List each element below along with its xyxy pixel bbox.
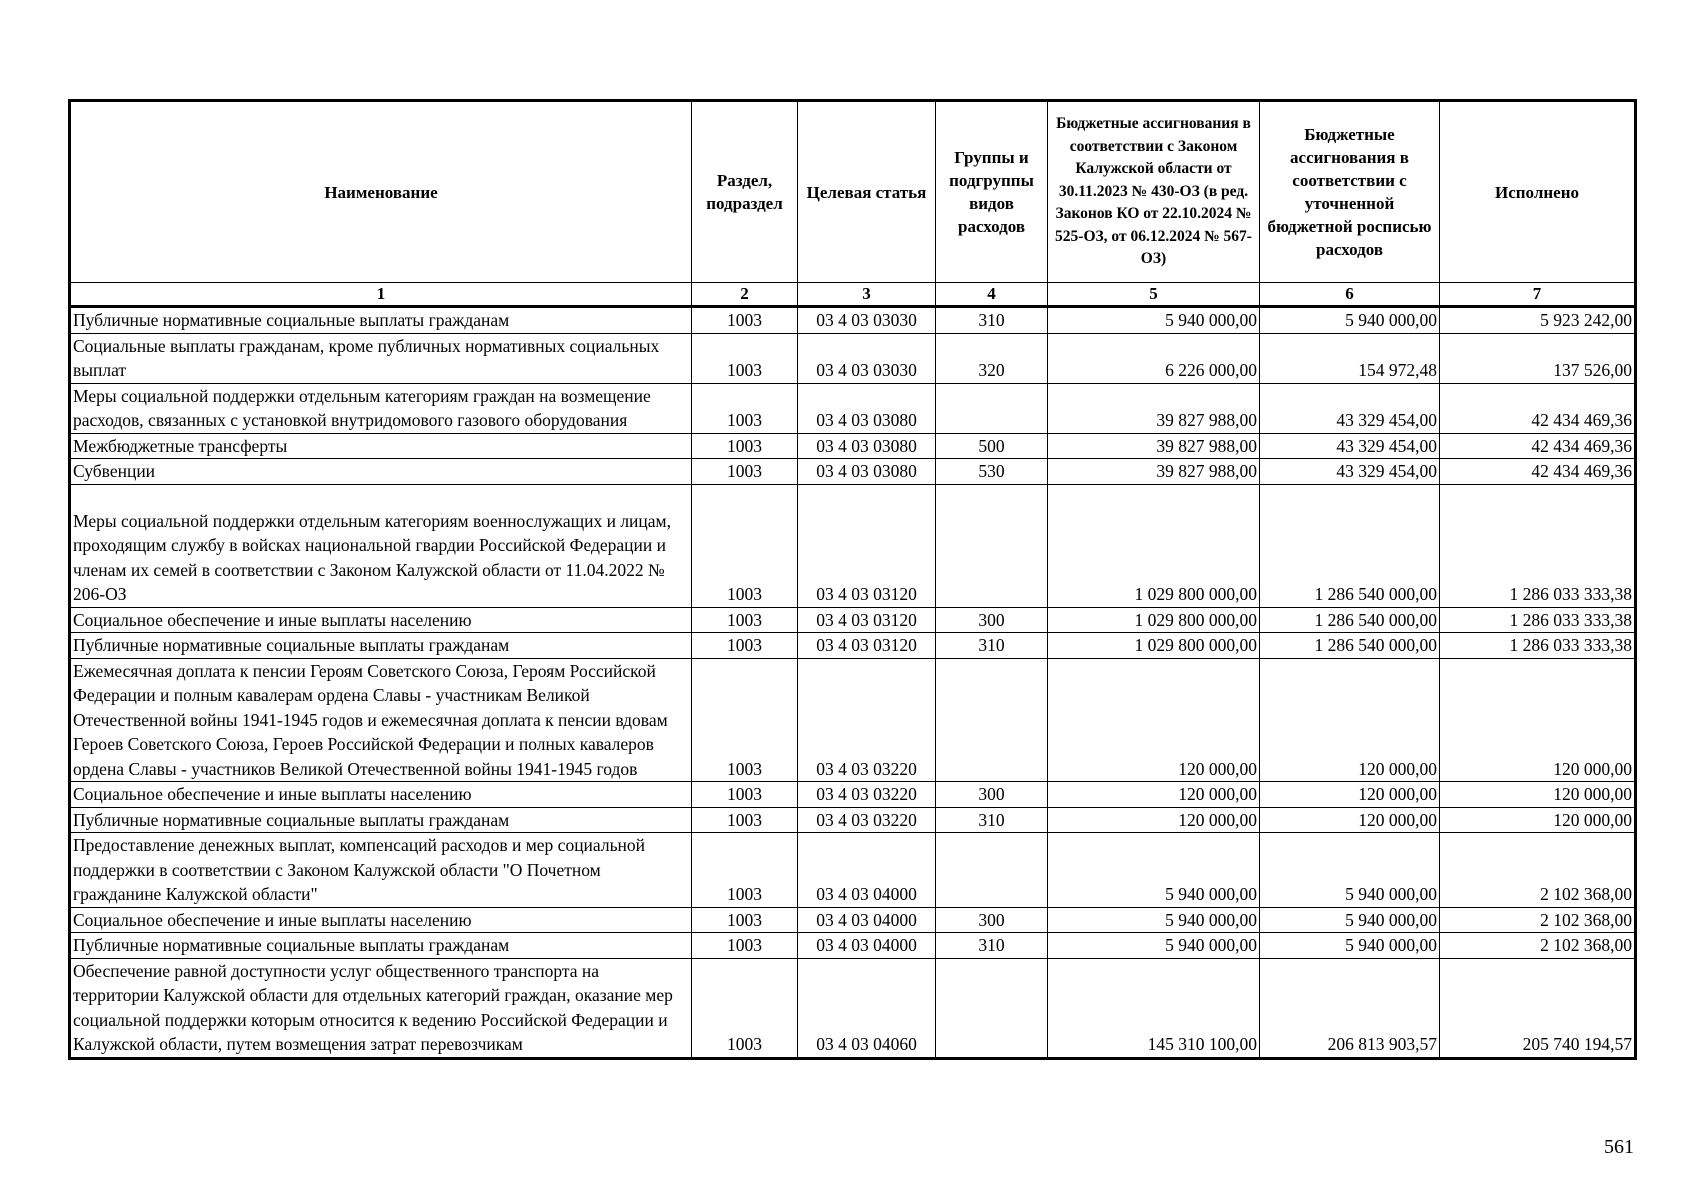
row-article: 03 4 03 04000 — [798, 933, 936, 959]
row-executed-amount: 42 434 469,36 — [1440, 433, 1636, 459]
row-name: Социальное обеспечение и иные выплаты населению — [70, 782, 692, 808]
row-executed-amount: 1 286 033 333,38 — [1440, 607, 1636, 633]
row-article: 03 4 03 03030 — [798, 307, 936, 334]
row-name: Предоставление денежных выплат, компенсаций расходов и мер социальной поддержки в соответствии с Законом Калужской области "О Почетном гражданине Калужской области" — [70, 833, 692, 908]
row-group: 310 — [936, 307, 1048, 334]
row-refined-amount: 154 972,48 — [1260, 333, 1440, 383]
row-executed-amount: 205 740 194,57 — [1440, 958, 1636, 1058]
row-refined-amount: 5 940 000,00 — [1260, 933, 1440, 959]
row-law-amount: 5 940 000,00 — [1048, 907, 1260, 933]
row-name: Субвенции — [70, 459, 692, 485]
column-number: 5 — [1048, 283, 1260, 307]
header-executed: Исполнено — [1440, 101, 1636, 283]
row-refined-amount: 206 813 903,57 — [1260, 958, 1440, 1058]
row-group: 310 — [936, 933, 1048, 959]
row-group: 310 — [936, 633, 1048, 659]
row-law-amount: 1 029 800 000,00 — [1048, 633, 1260, 659]
column-numbers-row — [70, 283, 1636, 307]
header-section: Раздел, подраздел — [692, 101, 798, 283]
row-article: 03 4 03 03030 — [798, 333, 936, 383]
row-refined-amount: 5 940 000,00 — [1260, 907, 1440, 933]
row-executed-amount: 42 434 469,36 — [1440, 383, 1636, 433]
row-group: 300 — [936, 907, 1048, 933]
row-refined-amount: 120 000,00 — [1260, 807, 1440, 833]
table-row — [70, 807, 1636, 833]
page-number: 561 — [1604, 1136, 1634, 1158]
column-number: 3 — [798, 283, 936, 307]
row-article: 03 4 03 03080 — [798, 383, 936, 433]
column-number: 6 — [1260, 283, 1440, 307]
row-executed-amount: 42 434 469,36 — [1440, 459, 1636, 485]
table-row — [70, 782, 1636, 808]
row-section: 1003 — [692, 833, 798, 908]
row-name: Публичные нормативные социальные выплаты гражданам — [70, 807, 692, 833]
row-group — [936, 658, 1048, 782]
column-number: 2 — [692, 283, 798, 307]
row-executed-amount: 2 102 368,00 — [1440, 833, 1636, 908]
row-section: 1003 — [692, 484, 798, 607]
row-group: 310 — [936, 807, 1048, 833]
row-name: Публичные нормативные социальные выплаты гражданам — [70, 307, 692, 334]
row-refined-amount: 120 000,00 — [1260, 782, 1440, 808]
row-article: 03 4 03 03220 — [798, 782, 936, 808]
row-name: Социальное обеспечение и иные выплаты населению — [70, 907, 692, 933]
table-row — [70, 383, 1636, 433]
row-article: 03 4 03 03120 — [798, 484, 936, 607]
table-header-row — [70, 101, 1636, 283]
row-section: 1003 — [692, 907, 798, 933]
row-group — [936, 383, 1048, 433]
row-refined-amount: 43 329 454,00 — [1260, 433, 1440, 459]
row-executed-amount: 1 286 033 333,38 — [1440, 484, 1636, 607]
row-law-amount: 120 000,00 — [1048, 807, 1260, 833]
table-row — [70, 658, 1636, 782]
table-row — [70, 933, 1636, 959]
row-name: Ежемесячная доплата к пенсии Героям Советского Союза, Героям Российской Федерации и полным кавалерам ордена Славы - участникам Великой Отечественной войны 1941-1945 годов и ежемесячная доплата к пенсии вдовам Героев Советского Союза, Героев Российской Федерации и полных кавалеров ордена Славы - участников Великой Отечественной войны 1941-1945 годов — [70, 658, 692, 782]
header-name: Наименование — [70, 101, 692, 283]
row-section: 1003 — [692, 658, 798, 782]
row-section: 1003 — [692, 333, 798, 383]
row-group: 500 — [936, 433, 1048, 459]
row-article: 03 4 03 04000 — [798, 833, 936, 908]
row-name: Публичные нормативные социальные выплаты гражданам — [70, 933, 692, 959]
table-row — [70, 633, 1636, 659]
row-section: 1003 — [692, 782, 798, 808]
row-group: 320 — [936, 333, 1048, 383]
row-law-amount: 1 029 800 000,00 — [1048, 484, 1260, 607]
column-number: 1 — [70, 283, 692, 307]
table-row — [70, 433, 1636, 459]
row-article: 03 4 03 04000 — [798, 907, 936, 933]
row-law-amount: 120 000,00 — [1048, 658, 1260, 782]
table-row — [70, 333, 1636, 383]
row-group — [936, 958, 1048, 1058]
table-row — [70, 459, 1636, 485]
row-name: Социальное обеспечение и иные выплаты населению — [70, 607, 692, 633]
row-article: 03 4 03 03220 — [798, 807, 936, 833]
row-law-amount: 5 940 000,00 — [1048, 833, 1260, 908]
row-executed-amount: 1 286 033 333,38 — [1440, 633, 1636, 659]
row-article: 03 4 03 03080 — [798, 459, 936, 485]
row-group — [936, 833, 1048, 908]
header-law-allocations: Бюджетные ассигнования в соответствии с Законом Калужской области от 30.11.2023 № 430-ОЗ (в ред. Законов КО от 22.10.2024 № 525-ОЗ, от 06.12.2024 № 567-ОЗ) — [1048, 101, 1260, 283]
budget-table — [68, 99, 1637, 1060]
row-executed-amount: 2 102 368,00 — [1440, 933, 1636, 959]
row-section: 1003 — [692, 433, 798, 459]
row-name: Межбюджетные трансферты — [70, 433, 692, 459]
row-name: Обеспечение равной доступности услуг общественного транспорта на территории Калужской области для отдельных категорий граждан, оказание мер социальной поддержки которым относится к ведению Российской Федерации и Калужской области, путем возмещения затрат перевозчикам — [70, 958, 692, 1058]
row-name: Публичные нормативные социальные выплаты гражданам — [70, 633, 692, 659]
row-section: 1003 — [692, 807, 798, 833]
row-name: Социальные выплаты гражданам, кроме публичных нормативных социальных выплат — [70, 333, 692, 383]
table-row — [70, 484, 1636, 607]
row-name: Меры социальной поддержки отдельным категориям военнослужащих и лицам, проходящим службу в войсках национальной гвардии Российской Федерации и членам их семей в соответствии с Законом Калужской области от 11.04.2022 № 206-ОЗ — [70, 484, 692, 607]
row-executed-amount: 120 000,00 — [1440, 658, 1636, 782]
table-row — [70, 907, 1636, 933]
row-section: 1003 — [692, 933, 798, 959]
row-law-amount: 5 940 000,00 — [1048, 307, 1260, 334]
header-article: Целевая статья — [798, 101, 936, 283]
row-group: 300 — [936, 607, 1048, 633]
row-section: 1003 — [692, 383, 798, 433]
row-section: 1003 — [692, 958, 798, 1058]
row-law-amount: 39 827 988,00 — [1048, 383, 1260, 433]
row-executed-amount: 120 000,00 — [1440, 782, 1636, 808]
table-row — [70, 607, 1636, 633]
row-refined-amount: 1 286 540 000,00 — [1260, 633, 1440, 659]
row-article: 03 4 03 03220 — [798, 658, 936, 782]
row-article: 03 4 03 03080 — [798, 433, 936, 459]
row-law-amount: 1 029 800 000,00 — [1048, 607, 1260, 633]
row-group: 530 — [936, 459, 1048, 485]
table-row — [70, 307, 1636, 334]
row-article: 03 4 03 03120 — [798, 607, 936, 633]
row-law-amount: 39 827 988,00 — [1048, 433, 1260, 459]
row-group: 300 — [936, 782, 1048, 808]
row-law-amount: 6 226 000,00 — [1048, 333, 1260, 383]
row-name: Меры социальной поддержки отдельным категориям граждан на возмещение расходов, связанных с установкой внутридомового газового оборудования — [70, 383, 692, 433]
row-executed-amount: 5 923 242,00 — [1440, 307, 1636, 334]
row-section: 1003 — [692, 459, 798, 485]
column-number: 7 — [1440, 283, 1636, 307]
row-law-amount: 145 310 100,00 — [1048, 958, 1260, 1058]
row-refined-amount: 120 000,00 — [1260, 658, 1440, 782]
row-executed-amount: 120 000,00 — [1440, 807, 1636, 833]
table-row — [70, 833, 1636, 908]
row-law-amount: 120 000,00 — [1048, 782, 1260, 808]
row-law-amount: 39 827 988,00 — [1048, 459, 1260, 485]
row-article: 03 4 03 04060 — [798, 958, 936, 1058]
row-refined-amount: 1 286 540 000,00 — [1260, 607, 1440, 633]
row-article: 03 4 03 03120 — [798, 633, 936, 659]
header-refined-allocations: Бюджетные ассигнования в соответствии с уточненной бюджетной росписью расходов — [1260, 101, 1440, 283]
row-section: 1003 — [692, 607, 798, 633]
row-law-amount: 5 940 000,00 — [1048, 933, 1260, 959]
header-expense-group: Группы и подгруппы видов расходов — [936, 101, 1048, 283]
row-executed-amount: 2 102 368,00 — [1440, 907, 1636, 933]
column-number: 4 — [936, 283, 1048, 307]
row-section: 1003 — [692, 633, 798, 659]
row-refined-amount: 5 940 000,00 — [1260, 307, 1440, 334]
row-refined-amount: 43 329 454,00 — [1260, 383, 1440, 433]
row-refined-amount: 1 286 540 000,00 — [1260, 484, 1440, 607]
row-section: 1003 — [692, 307, 798, 334]
table-row — [70, 958, 1636, 1058]
row-executed-amount: 137 526,00 — [1440, 333, 1636, 383]
row-refined-amount: 43 329 454,00 — [1260, 459, 1440, 485]
row-refined-amount: 5 940 000,00 — [1260, 833, 1440, 908]
row-group — [936, 484, 1048, 607]
